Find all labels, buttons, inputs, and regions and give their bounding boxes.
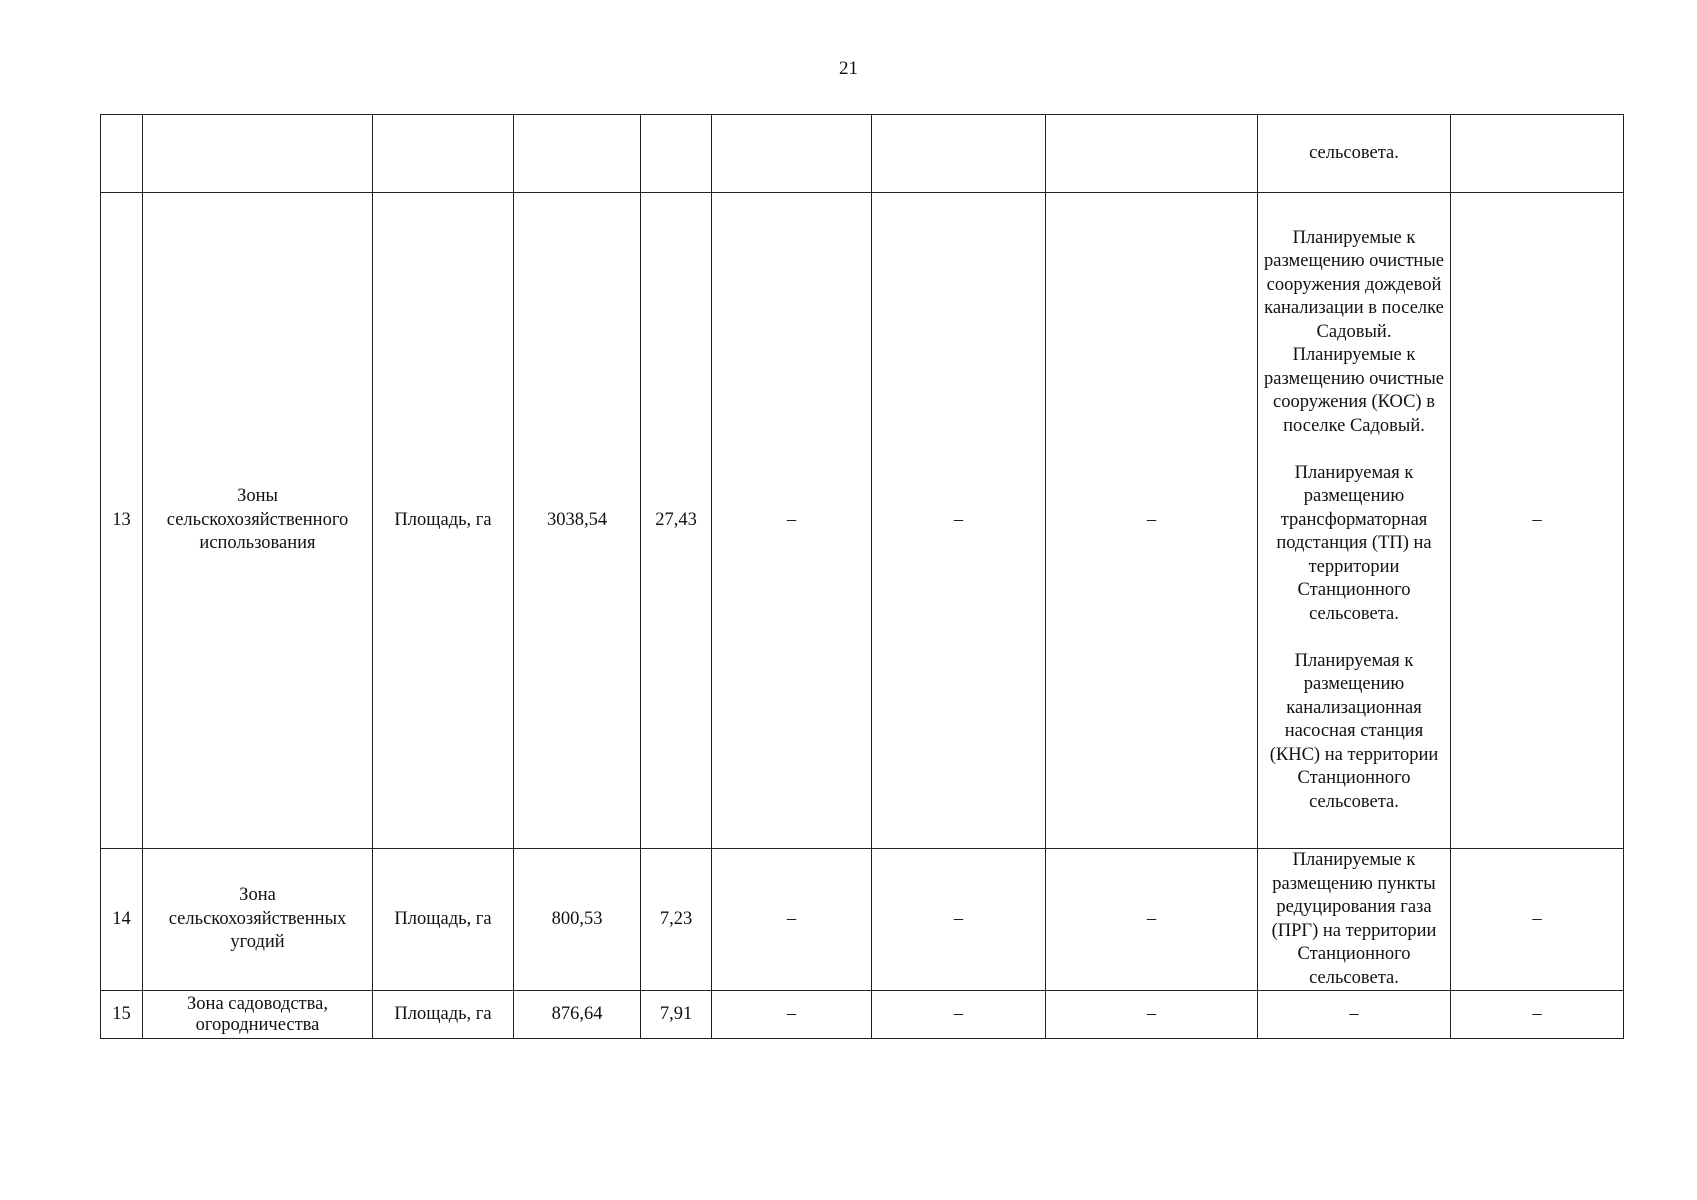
column-7-cell: – (872, 849, 1046, 991)
page-number: 21 (839, 58, 858, 79)
column-10-cell: – (1451, 991, 1624, 1039)
percent-cell: 7,23 (641, 849, 712, 991)
row-number: 15 (101, 991, 143, 1039)
column-10-cell (1451, 115, 1624, 193)
table-row (101, 115, 1624, 193)
column-10-cell: – (1451, 849, 1624, 991)
column-8-cell (1046, 115, 1258, 193)
zone-name: Зона сельскохозяйственных угодий (143, 849, 373, 991)
table-row (101, 849, 1624, 991)
row-number: 14 (101, 849, 143, 991)
zone-name (143, 115, 373, 193)
row-number (101, 115, 143, 193)
zone-name: Зоны сельскохозяйственного использования (143, 193, 373, 849)
unit-cell: Площадь, га (373, 849, 514, 991)
area-cell: 800,53 (514, 849, 641, 991)
column-7-cell: – (872, 193, 1046, 849)
zones-table (100, 114, 1624, 1039)
area-cell: 3038,54 (514, 193, 641, 849)
percent-cell: 7,91 (641, 991, 712, 1039)
planned-objects-cell: сельсовета. (1258, 115, 1451, 193)
area-cell (514, 115, 641, 193)
column-8-cell: – (1046, 193, 1258, 849)
planned-objects-cell: Планируемые к размещению очистные сооружения дождевой канализации в поселке Садовый. Планируемые к размещению очистные сооружения (КОС) в поселке Садовый. Планируемая к размещению трансформаторная подстанция (ТП) на территории Станционного сельсовета. Планируемая к размещению канализационная насосная станция (КНС) на территории Станционного сельсовета. (1258, 193, 1451, 849)
unit-cell: Площадь, га (373, 991, 514, 1039)
planned-objects-cell: – (1258, 991, 1451, 1039)
area-cell: 876,64 (514, 991, 641, 1039)
percent-cell (641, 115, 712, 193)
column-6-cell (712, 115, 872, 193)
row-number: 13 (101, 193, 143, 849)
unit-cell: Площадь, га (373, 193, 514, 849)
column-6-cell: – (712, 991, 872, 1039)
column-7-cell (872, 115, 1046, 193)
column-7-cell: – (872, 991, 1046, 1039)
unit-cell (373, 115, 514, 193)
percent-cell: 27,43 (641, 193, 712, 849)
zone-name: Зона садоводства, огородничества (143, 991, 373, 1039)
column-6-cell: – (712, 849, 872, 991)
planned-objects-cell: Планируемые к размещению пункты редуцирования газа (ПРГ) на территории Станционного сельсовета. (1258, 849, 1451, 991)
table-row (101, 193, 1624, 849)
column-6-cell: – (712, 193, 872, 849)
table-row (101, 991, 1624, 1039)
column-8-cell: – (1046, 991, 1258, 1039)
column-8-cell: – (1046, 849, 1258, 991)
column-10-cell: – (1451, 193, 1624, 849)
